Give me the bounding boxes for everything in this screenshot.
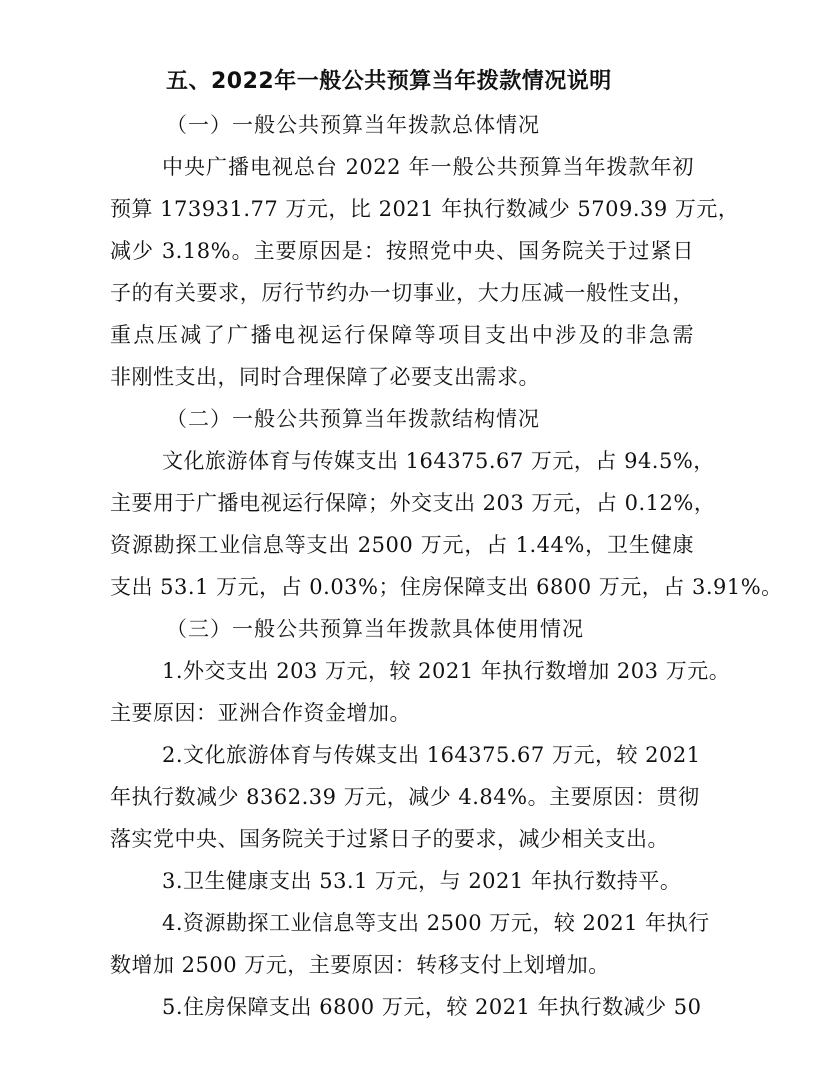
paragraph-line: 中央广播电视总台 2022 年一般公共预算当年拨款年初 xyxy=(162,155,694,179)
page-title: 五、2022年一般公共预算当年拨款情况说明 xyxy=(166,69,612,94)
paragraph-line: 预算 173931.77 万元，比 2021 年执行数减少 5709.39 万元， xyxy=(110,197,740,221)
section-heading-2: （二）一般公共预算当年拨款结构情况 xyxy=(166,407,540,431)
paragraph-line: 减少 3.18%。主要原因是：按照党中央、国务院关于过紧日 xyxy=(110,239,694,263)
section-heading-3: （三）一般公共预算当年拨款具体使用情况 xyxy=(166,617,584,641)
paragraph-line: 文化旅游体育与传媒支出 164375.67 万元，占 94.5%， xyxy=(162,449,715,473)
paragraph-line: 非刚性支出，同时合理保障了必要支出需求。 xyxy=(110,365,540,389)
paragraph-line: 年执行数减少 8362.39 万元，减少 4.84%。主要原因：贯彻 xyxy=(110,785,700,809)
paragraph-line: 主要用于广播电视运行保障；外交支出 203 万元，占 0.12%， xyxy=(110,491,716,515)
paragraph-line: 4.资源勘探工业信息等支出 2500 万元，较 2021 年执行 xyxy=(162,911,710,935)
paragraph-line: 资源勘探工业信息等支出 2500 万元，占 1.44%，卫生健康 xyxy=(110,533,694,557)
paragraph-line: 3.卫生健康支出 53.1 万元，与 2021 年执行数持平。 xyxy=(162,869,682,893)
paragraph-line: 支出 53.1 万元，占 0.03%；住房保障支出 6800 万元，占 3.91%。 xyxy=(110,575,783,599)
paragraph-line: 落实党中央、国务院关于过紧日子的要求，减少相关支出。 xyxy=(110,827,669,851)
paragraph-line: 重点压减了广播电视运行保障等项目支出中涉及的非急需 xyxy=(110,323,694,347)
paragraph-line: 2.文化旅游体育与传媒支出 164375.67 万元，较 2021 xyxy=(162,743,701,767)
section-heading-1: （一）一般公共预算当年拨款总体情况 xyxy=(166,113,540,137)
paragraph-line: 主要原因：亚洲合作资金增加。 xyxy=(110,701,411,725)
paragraph-line: 数增加 2500 万元，主要原因：转移支付上划增加。 xyxy=(110,953,610,977)
paragraph-line: 子的有关要求，厉行节约办一切事业，大力压减一般性支出， xyxy=(110,281,694,305)
paragraph-line: 5.住房保障支出 6800 万元，较 2021 年执行数减少 50 xyxy=(162,995,702,1019)
paragraph-line: 1.外交支出 203 万元，较 2021 年执行数增加 203 万元。 xyxy=(162,659,731,683)
